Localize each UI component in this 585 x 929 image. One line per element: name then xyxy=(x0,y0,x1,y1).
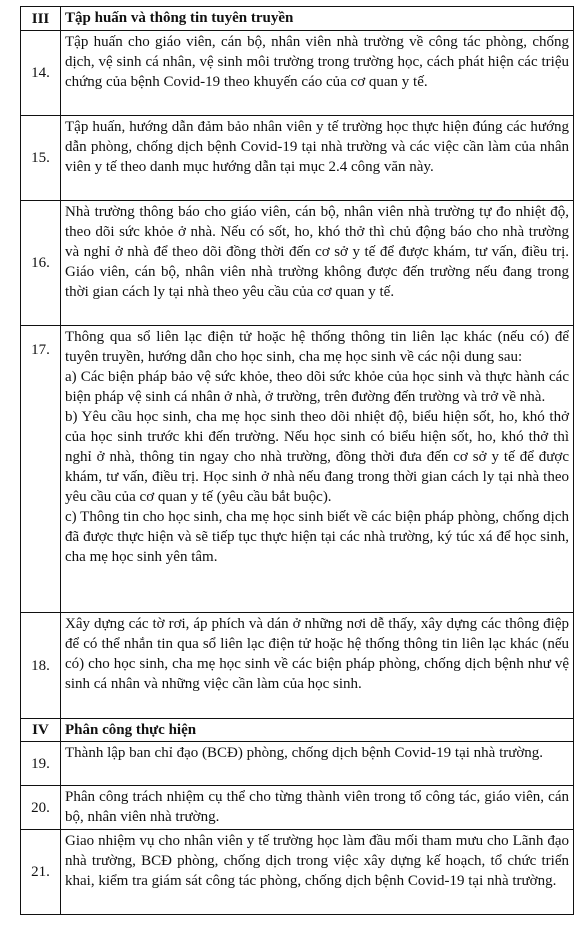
paragraph: Giao nhiệm vụ cho nhân viên y tế trường học làm đầu mối tham mưu cho Lãnh đạo nhà trường, BCĐ phòng, chống dịch trong việc xây dựng kế hoạch, tổ chức triển khai, kiểm tra giám sát công tác phòng, chống dịch bệnh Covid-19 tại nhà trường. xyxy=(65,833,569,889)
task-table xyxy=(20,6,574,915)
paragraph: Nhà trường thông báo cho giáo viên, cán bộ, nhân viên nhà trường tự đo nhiệt độ, theo dõi sức khỏe ở nhà. Nếu có sốt, ho, khó thở thì chủ động báo cho nhà trường và nghỉ ở nhà để theo dõi đồng thời đến cơ sở y tế để được khám, tư vấn, điều trị. Giáo viên, cán bộ, nhân viên nhà trường không được đến trường nếu đang trong thời gian cách ly tại nhà theo yêu cầu của cơ quan y tế. xyxy=(65,204,569,300)
row-content xyxy=(61,830,574,915)
section-header-row xyxy=(21,7,574,31)
paragraph: Xây dựng các tờ rơi, áp phích và dán ở những nơi dễ thấy, xây dựng các thông điệp để có thể nhắn tin qua sổ liên lạc điện tử hoặc hệ thống thông tin liên lạc khác (nếu có) cho học sinh, cha mẹ học sinh về các biện pháp phòng, chống dịch bệnh như vệ sinh cá nhân và những việc cần làm của học sinh. xyxy=(65,616,569,692)
section-numeral: IV xyxy=(21,719,61,742)
paragraph: Tập huấn, hướng dẫn đảm bảo nhân viên y tế trường học thực hiện đúng các hướng dẫn phòng, chống dịch bệnh Covid-19 tại nhà trường và các việc cần làm của nhân viên y tế theo danh mục hướng dẫn tại mục 2.4 công văn này. xyxy=(65,119,569,175)
section-title: Tập huấn và thông tin tuyên truyền xyxy=(61,7,574,31)
paragraph: Phân công trách nhiệm cụ thể cho từng thành viên trong tổ công tác, giáo viên, cán bộ, nhân viên nhà trường. xyxy=(65,789,569,825)
row-content xyxy=(61,326,574,613)
paragraph: c) Thông tin cho học sinh, cha mẹ học sinh biết về các biện pháp phòng, chống dịch đã được thực hiện và sẽ tiếp tục thực hiện tại các nhà trường, ký túc xá để học sinh, cha mẹ học sinh yên tâm. xyxy=(65,509,569,565)
section-title: Phân công thực hiện xyxy=(61,719,574,742)
table-row xyxy=(21,116,574,201)
row-content xyxy=(61,201,574,326)
table-row xyxy=(21,613,574,719)
row-content xyxy=(61,116,574,201)
row-content xyxy=(61,31,574,116)
table-row xyxy=(21,830,574,915)
row-number: 15. xyxy=(21,116,61,201)
paragraph: a) Các biện pháp bảo vệ sức khỏe, theo dõi sức khỏe của học sinh và thực hành các biện pháp vệ sinh cá nhân ở nhà, ở trường, trên đường đến trường và trở về nhà. xyxy=(65,369,569,405)
row-number: 14. xyxy=(21,31,61,116)
row-number: 20. xyxy=(21,786,61,830)
row-content xyxy=(61,613,574,719)
table-row xyxy=(21,31,574,116)
row-number: 17. xyxy=(21,326,61,613)
row-number: 21. xyxy=(21,830,61,915)
row-number: 18. xyxy=(21,613,61,719)
row-number: 16. xyxy=(21,201,61,326)
paragraph: b) Yêu cầu học sinh, cha mẹ học sinh theo dõi nhiệt độ, biểu hiện sốt, ho, khó thở của học sinh trước khi đến trường. Nếu học sinh có biểu hiện sốt, ho, khó thở thì nghỉ ở nhà, thông tin ngay cho nhà trường, đồng thời đưa đến cơ sở y tế để được khám, tư vấn, điều trị. Học sinh ở nhà nếu đang trong thời gian cách ly tại nhà theo yêu cầu của cơ quan y tế (yêu cầu bắt buộc). xyxy=(65,409,569,505)
table-row xyxy=(21,201,574,326)
paragraph: Thông qua sổ liên lạc điện tử hoặc hệ thống thông tin liên lạc khác (nếu có) để tuyên truyền, hướng dẫn cho học sinh, cha mẹ học sinh về các nội dung sau: xyxy=(65,329,569,365)
row-number: 19. xyxy=(21,742,61,786)
table-row xyxy=(21,326,574,613)
paragraph: Tập huấn cho giáo viên, cán bộ, nhân viên nhà trường về công tác phòng, chống dịch, vệ sinh cá nhân, vệ sinh môi trường trong trường học, cách phát hiện các triệu chứng của bệnh Covid-19 theo khuyến cáo của cơ quan y tế. xyxy=(65,34,569,90)
section-header-row xyxy=(21,719,574,742)
table-row xyxy=(21,786,574,830)
table-row xyxy=(21,742,574,786)
row-content xyxy=(61,786,574,830)
row-content xyxy=(61,742,574,786)
paragraph: Thành lập ban chỉ đạo (BCĐ) phòng, chống dịch bệnh Covid-19 tại nhà trường. xyxy=(65,745,544,761)
section-numeral: III xyxy=(21,7,61,31)
